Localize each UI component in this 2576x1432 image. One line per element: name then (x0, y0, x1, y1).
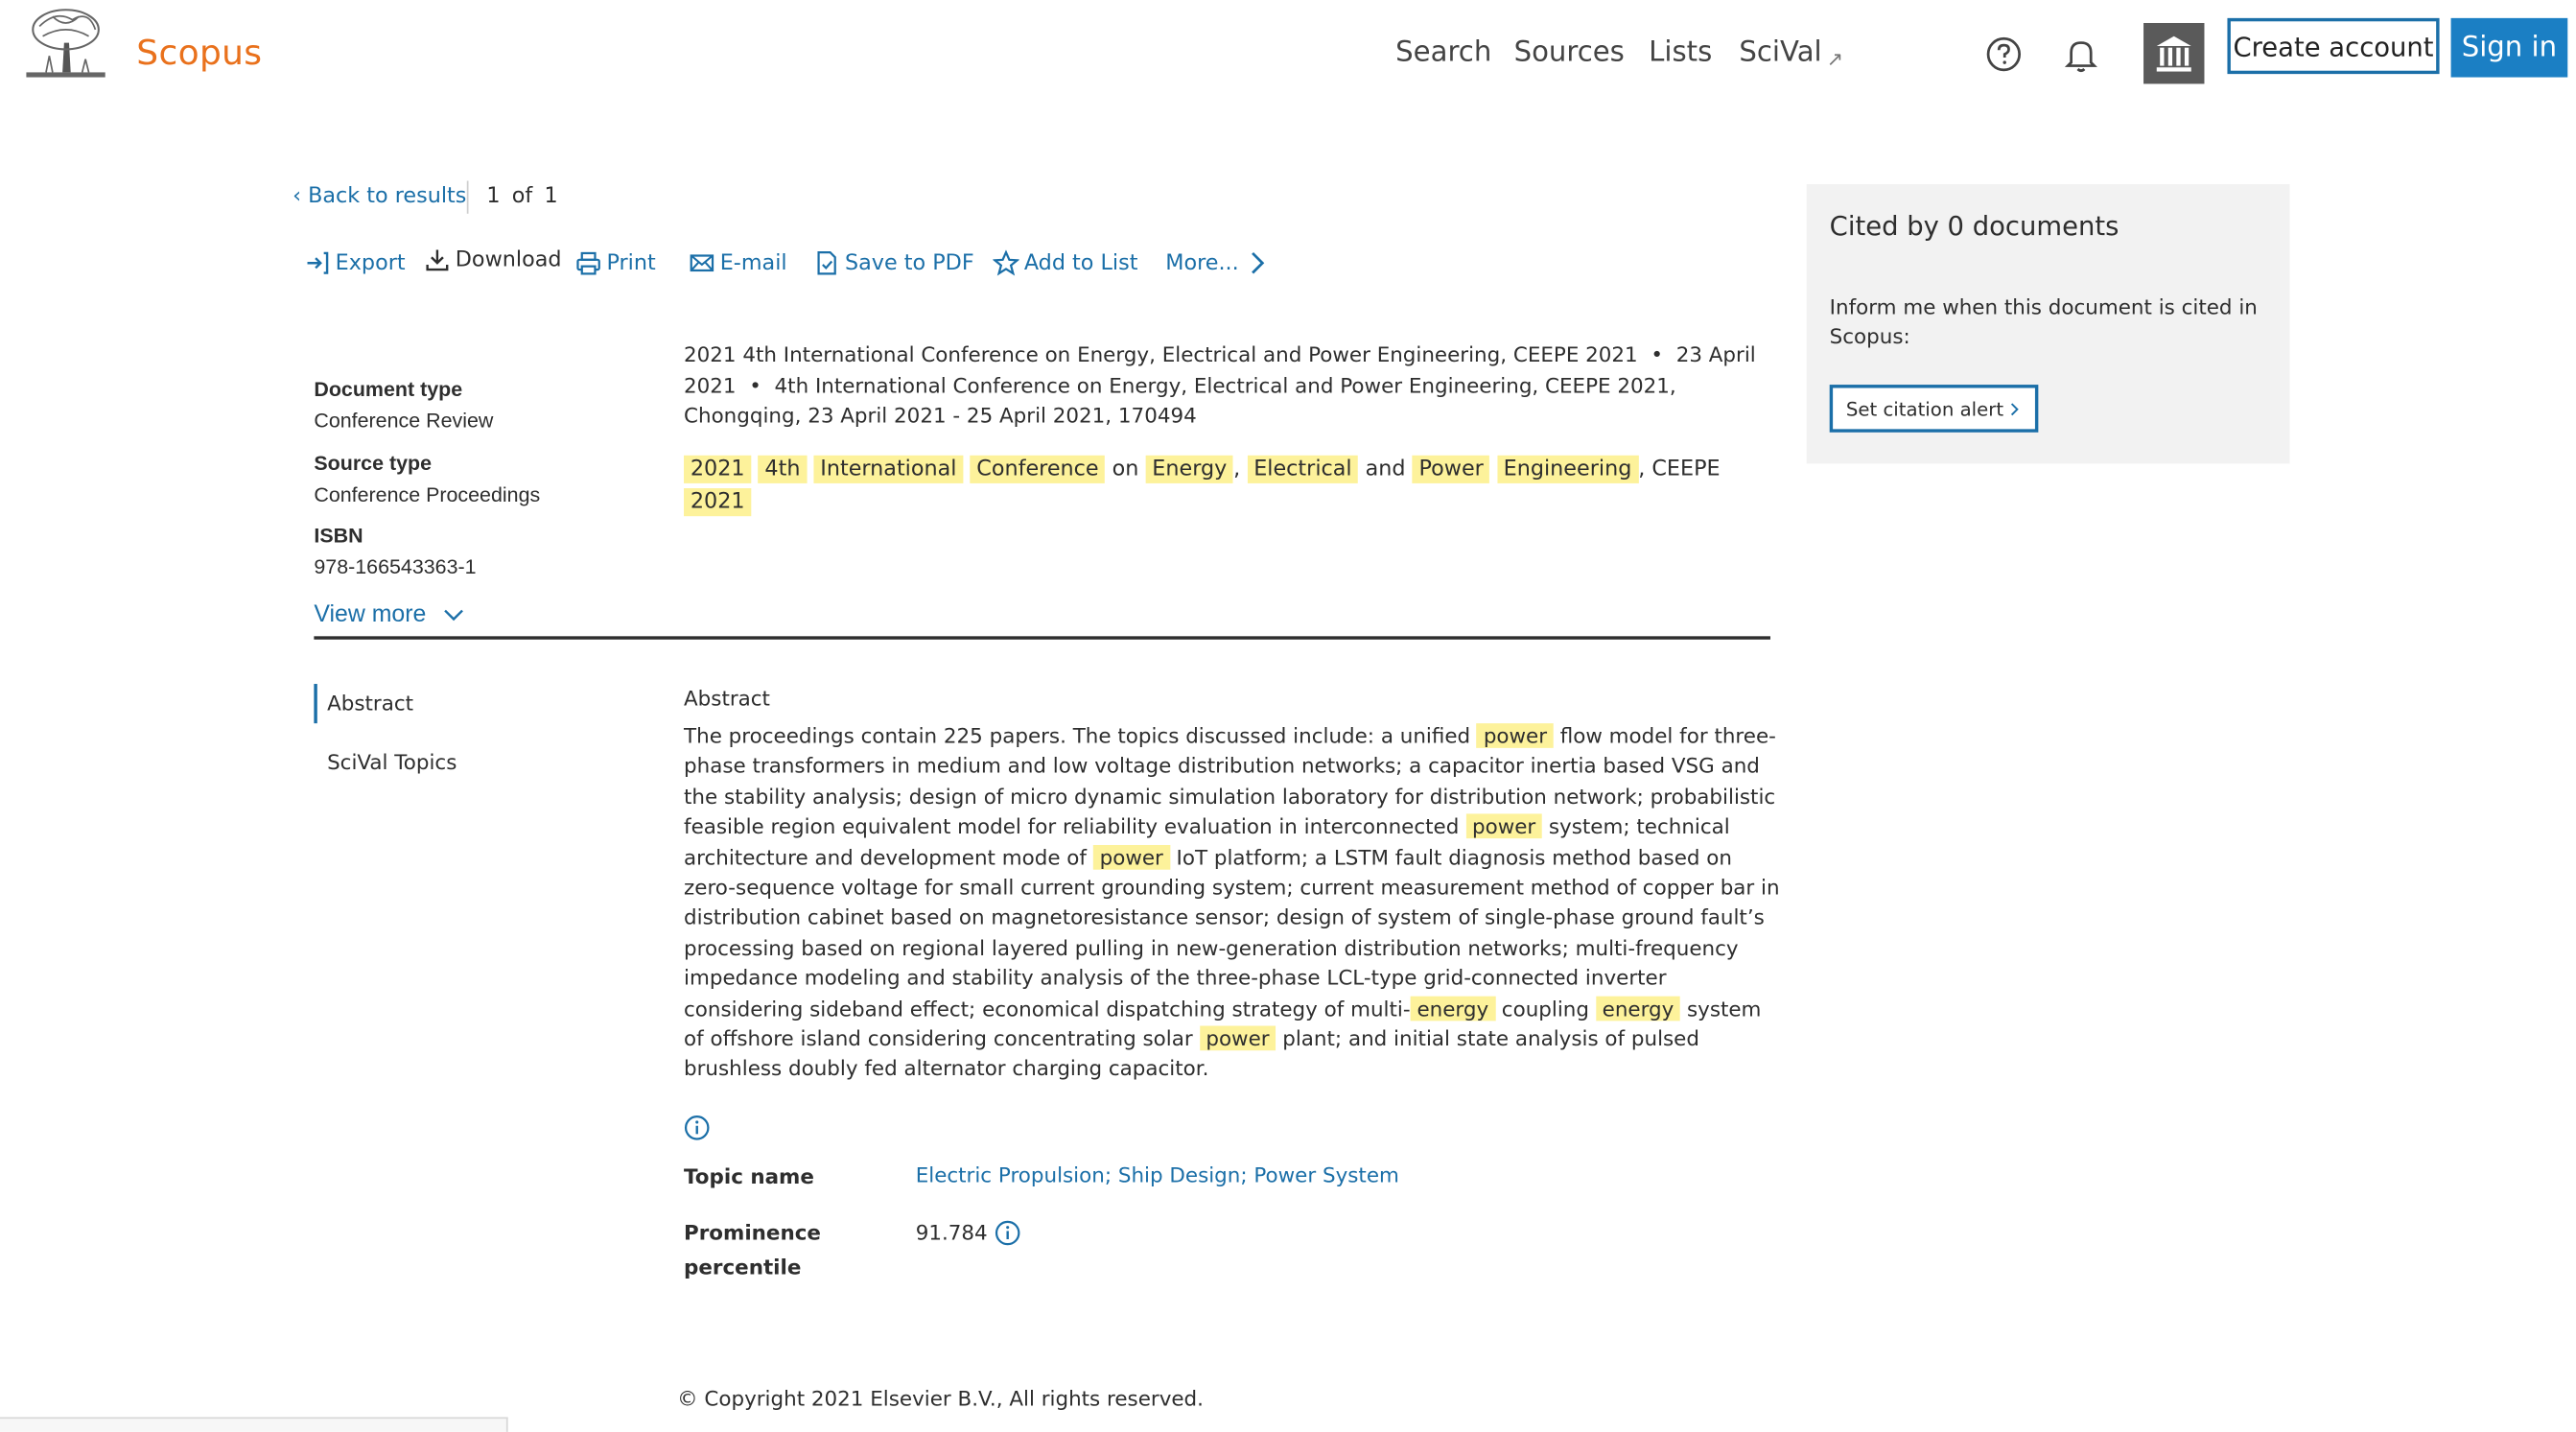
result-pager: 1 of 1 (486, 183, 558, 209)
topic-name-link[interactable]: Electric Propulsion; Ship Design; Power System (915, 1162, 1399, 1187)
text-segment: coupling (1494, 996, 1596, 1021)
conference-date: 23 April 2021 (684, 341, 1756, 397)
set-citation-alert-label: Set citation alert (1845, 396, 2004, 420)
export-button[interactable] (304, 250, 406, 276)
text-segment: on (1105, 457, 1146, 482)
copyright: © Copyright 2021 Elsevier B.V., All rights reserved. (677, 1385, 1204, 1411)
more-button[interactable] (1165, 250, 1270, 276)
email-label: E-mail (719, 250, 787, 276)
highlighted-term: Electrical (1247, 456, 1358, 483)
export-icon (304, 250, 330, 276)
download-button[interactable] (424, 246, 561, 272)
download-icon (424, 246, 450, 272)
highlighted-term: Conference (970, 456, 1105, 483)
divider (467, 181, 469, 214)
nav-search[interactable]: Search (1395, 35, 1492, 69)
sign-in-button[interactable]: Sign in (2451, 18, 2568, 78)
print-label: Print (606, 250, 656, 276)
text-segment: and (1358, 457, 1413, 482)
create-account-button[interactable]: Create account (2227, 18, 2439, 74)
text-segment: , CEEPE (1638, 457, 1721, 482)
topic-name-label: Topic name (684, 1163, 814, 1189)
highlighted-term: power (1093, 844, 1170, 869)
section-rule (314, 636, 1770, 639)
chevron-right-icon (2007, 400, 2022, 416)
print-icon (575, 250, 601, 276)
text-segment: IoT platform; a LSTM fault diagnosis method based on zero-sequence voltage for small current grounding system; current measurement method of copper bar in distribution cabinet based on magnetoresistance sensor; design of system of single-phase ground fault’s processing based on regional layered pulling in new-generation distribution networks; multi-frequency impedance modeling and stability analysis of the three-phase LCL-type grid-connected inverter considering sideband effect; economical dispatching strategy of multi- (684, 844, 1780, 1021)
info-icon[interactable] (684, 1115, 710, 1140)
highlighted-term: power (1465, 814, 1542, 839)
text-segment: plant; and initial state analysis of pulsed brushless doubly fed alternator charging capacitor. (684, 1025, 1699, 1081)
arrow-up-right-icon: ↗ (1826, 47, 1844, 71)
print-button[interactable] (575, 250, 656, 276)
export-label: Export (335, 250, 406, 276)
abstract-body (684, 721, 1782, 1085)
view-more-toggle[interactable] (314, 601, 465, 627)
bullet: • (1644, 341, 1670, 367)
prominence-value: 91.784 (915, 1219, 988, 1245)
source-info (684, 340, 1775, 432)
email-icon (689, 250, 714, 276)
highlighted-term: energy (1596, 996, 1680, 1021)
text-segment: system; technical architecture and development mode of (684, 813, 1730, 870)
highlighted-term: power (1477, 723, 1554, 748)
cited-by-text: Inform me when this document is cited in Scopus: (1829, 293, 2258, 349)
text-segment: The proceedings contain 225 papers. The topics discussed include: a unified (684, 723, 1477, 748)
institution-icon (2143, 23, 2204, 83)
add-to-list-button[interactable] (993, 250, 1137, 276)
cited-by-title: Cited by 0 documents (1829, 210, 2119, 242)
source-type-value: Conference Proceedings (314, 482, 541, 506)
highlighted-term: Engineering (1497, 456, 1638, 483)
highlighted-term: 2021 (684, 488, 751, 516)
prominence-label-line2: percentile (684, 1254, 802, 1279)
back-to-results-label: Back to results (308, 183, 467, 209)
set-citation-alert-button[interactable] (1830, 385, 2038, 433)
text-segment: flow model for three-phase transformers in medium and low voltage distribution networks; a capacitor inertia based VSG and the stability analysis; design of micro dynamic simulation laboratory for distribution network; probabilistic feasible region equivalent model for reliability evaluation in interconnected (684, 723, 1776, 839)
save-to-pdf-label: Save to PDF (844, 250, 974, 276)
text-segment: , (1233, 457, 1248, 482)
nav-lists[interactable]: Lists (1649, 35, 1713, 69)
sidenav-scival-topics[interactable]: SciVal Topics (327, 749, 457, 775)
sidenav-abstract[interactable]: Abstract (314, 684, 413, 723)
highlighted-term: International (813, 456, 963, 483)
more-label: More... (1165, 250, 1239, 276)
cited-by-panel (1807, 184, 2290, 463)
nav-scival-label: SciVal (1739, 35, 1822, 69)
institution-button[interactable] (2143, 23, 2204, 83)
highlighted-term: 4th (759, 456, 808, 483)
isbn-label: ISBN (314, 524, 363, 548)
source-type-label: Source type (314, 452, 433, 476)
bullet: • (742, 372, 768, 397)
document-type-label: Document type (314, 378, 463, 402)
elsevier-tree-logo[interactable] (23, 7, 108, 79)
save-to-pdf-button[interactable] (813, 250, 973, 276)
isbn-value: 978-166543363-1 (314, 555, 477, 579)
highlighted-term: power (1199, 1026, 1276, 1051)
email-button[interactable] (689, 250, 786, 276)
nav-sources[interactable]: Sources (1513, 35, 1625, 69)
add-to-list-label: Add to List (1023, 250, 1138, 276)
view-more-label: View more (314, 601, 427, 628)
text-segment (1490, 457, 1497, 481)
conference-name: 2021 4th International Conference on Energy, Electrical and Power Engineering, CEEPE 2021 (684, 341, 1638, 367)
document-title (684, 454, 1775, 520)
bell-icon[interactable] (2060, 33, 2103, 76)
conference-event: 4th International Conference on Energy, Electrical and Power Engineering, CEEPE 2021, Chongqing, 23 April 2021 - 25 April 2021, 170494 (684, 372, 1676, 428)
prominence-label: Prominence (684, 1219, 821, 1245)
highlighted-term: Energy (1145, 456, 1233, 483)
info-icon[interactable] (995, 1220, 1020, 1246)
document-type-value: Conference Review (314, 409, 494, 433)
text-segment: system of offshore island considering concentrating solar (684, 996, 1762, 1051)
highlighted-term: energy (1411, 996, 1495, 1021)
browser-status-bar (0, 1417, 508, 1431)
highlighted-term: Power (1413, 456, 1490, 483)
nav-scival[interactable] (1739, 36, 1843, 69)
pdf-icon (813, 250, 839, 276)
download-label: Download (455, 246, 562, 272)
star-icon (993, 250, 1019, 276)
chevron-down-icon (442, 603, 465, 626)
chevron-left-icon: ‹ (293, 183, 309, 209)
back-to-results-link[interactable] (293, 184, 466, 209)
help-icon[interactable] (1982, 33, 2026, 76)
abstract-heading: Abstract (684, 685, 770, 711)
highlighted-term: 2021 (684, 456, 751, 483)
text-segment (807, 457, 813, 481)
brand-name[interactable]: Scopus (136, 33, 263, 73)
chevron-right-icon (1244, 250, 1270, 276)
